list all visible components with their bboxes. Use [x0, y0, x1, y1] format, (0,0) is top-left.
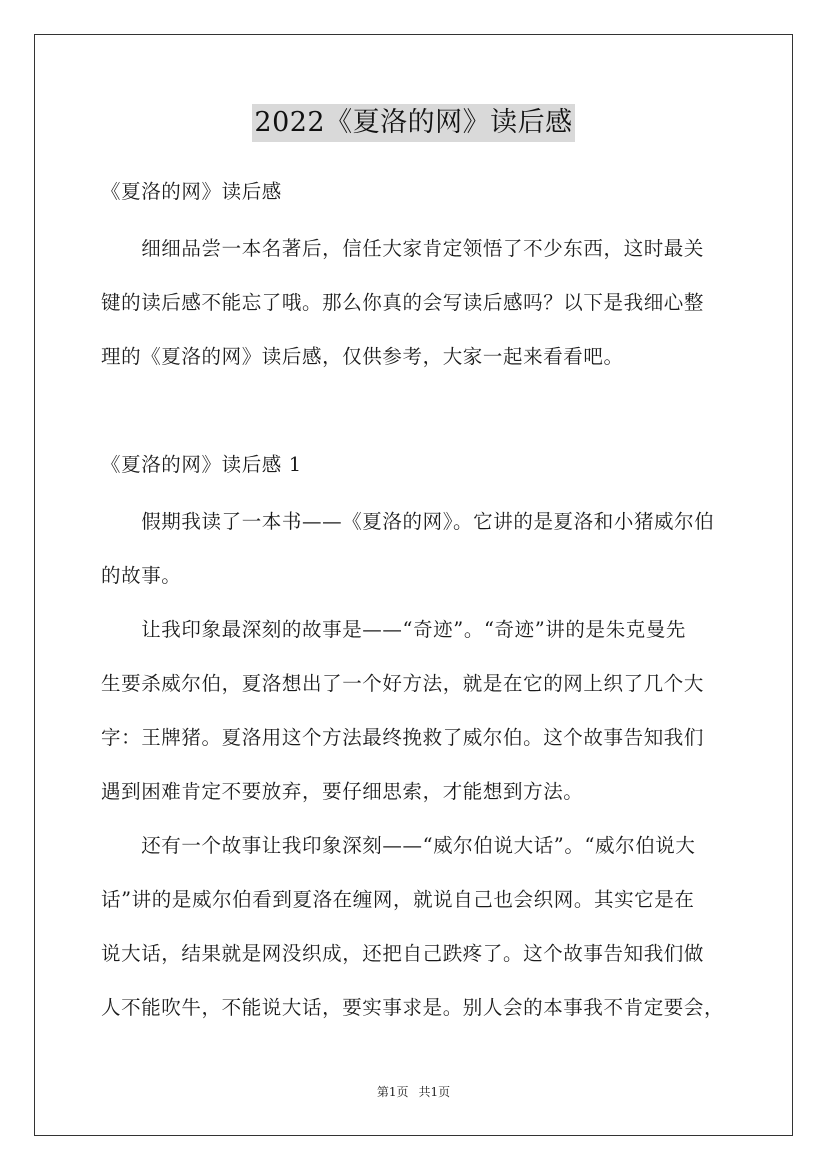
- page-number: 第1页: [376, 1085, 409, 1099]
- body-line: 字：王牌猪。夏洛用这个方法最终挽救了威尔伯。这个故事告知我们: [101, 726, 705, 749]
- body-line: 人不能吹牛，不能说大话，要实事求是。别人会的本事我不肯定要会，: [101, 996, 725, 1019]
- body-line: 理的《夏洛的网》读后感，仅供参考，大家一起来看看吧。: [101, 345, 624, 368]
- page-total: 共1页: [418, 1085, 451, 1099]
- body-line: 生要杀威尔伯，夏洛想出了一个好方法，就是在它的网上织了几个大: [101, 672, 705, 695]
- section-heading-intro: 《夏洛的网》读后感: [101, 180, 282, 203]
- document-title: 2022《夏洛的网》读后感: [252, 104, 574, 142]
- body-line: 假期我读了一本书——《夏洛的网》。它讲的是夏洛和小猪威尔伯: [101, 510, 715, 533]
- body-line: 遇到困难肯定不要放弃，要仔细思索，才能想到方法。: [101, 780, 584, 803]
- body-line: 的故事。: [101, 564, 182, 587]
- body-line: 细细品尝一本名著后，信任大家肯定领悟了不少东西，这时最关: [101, 237, 705, 260]
- body-line: 话”讲的是威尔伯看到夏洛在缠网，就说自己也会织网。其实它是在: [101, 888, 695, 911]
- body-line: 说大话，结果就是网没织成，还把自己跌疼了。这个故事告知我们做: [101, 942, 705, 965]
- title-container: [0, 104, 827, 142]
- body-line: 键的读后感不能忘了哦。那么你真的会写读后感吗？以下是我细心整: [101, 291, 705, 314]
- section-heading-1: 《夏洛的网》读后感 1: [101, 453, 302, 476]
- body-line: 还有一个故事让我印象深刻——“威尔伯说大话”。“威尔伯说大: [101, 834, 696, 857]
- body-line: 让我印象最深刻的故事是——“奇迹”。“奇迹”讲的是朱克曼先: [101, 618, 686, 641]
- page-footer: [0, 1083, 827, 1101]
